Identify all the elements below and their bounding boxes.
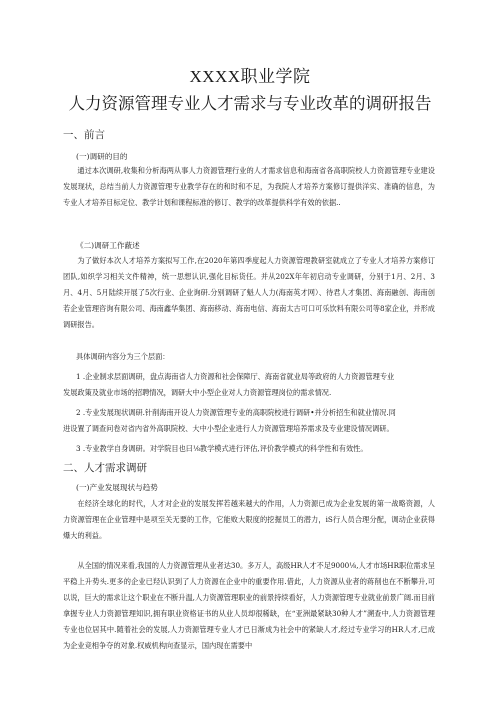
subheading-overview: 《二)调研工作蔽述 <box>76 241 140 250</box>
list-item-2-line-b: 进设置了调查问卷对省内省外高职院校、大中小型企业进行人力资源管理培养需求及专业建设情况调研。 <box>63 424 394 433</box>
list-item-2-line-a: 2 .专业发展现状调研.针削海南开设人力资源管理专业的高职院校进行调研•并分析招生和就业情况.同 <box>76 408 396 417</box>
list-item-1-line-b: 发展政策及就业市场的招聘情况，调研大中小型企业对人力资源管理岗位的需求情况. <box>63 388 332 397</box>
list-item-1-line-a: 1 .企业制求层面调研，盘点海南省人力资源和社会保障厅、海南省就业局等政府的人力资源管理专业 <box>76 372 395 381</box>
paragraph-national-situation: 从全国的情况来看,我国的人力资源管理从业者达30。多万人，高级HR人才不足9000⅛,人才市场HR职位需求呈平稳上升势头.更多的企业已羟认识到了人力资源在企业中的重要作用.借此，人力资源从业者的蒋削也在不断攀升,可以说，巨大的需求让这个职业在不断升温,人力资源管理职业的前景持续看好，人力资源管理专业就业前景广阔.而目前拿握专业人力资源管理知识,拥有职业资格证书的从业人员却很稀缺，在“亚洲最紧缺30种人才”溯查中,人力资源管理专业也位居其中.随着社会的发展,人力资源管理专业人才已日渐成为社会中的紧缺人才,经过专业学习的HR人才,已成为企业竞相争夺的对象.权威机构向查显示，国内现在需要中 <box>63 561 435 650</box>
section-heading-talent-demand: 二、人才需求调研 <box>63 462 147 474</box>
paragraph-purpose: 通过本次调研,收集和分析海两从事人力资源管理行业的人才需求信息和海南省各高职院校人力资源管理专业建设发展现状，总结当前人力资源管理专业教学存在的和时和不足，为我院人才培养方案修订提供洋实、准确的信息，为专业人才培养目标定位、教学计划和课程标准的修订、教学的改革提供科学有效的依据.. <box>63 166 435 207</box>
paragraph-content-intro: 具体调研内容分为三个层面： <box>76 352 170 361</box>
list-item-3: 3 .专业教学自身调研。对学院目也曰⅛教学模式进行评估,评价教学模式的科学性和有效性。 <box>76 444 368 453</box>
paragraph-overview: 为了做好本次人才培养方案拟写工作,在2020年第四季度起人力资源管理教研室就成立了专业人才培养方案修订团队,如织学习相关文件精神，统一思想认识,强化目标货任。并从202X年年初启动专业调研，分别于1月、2月、3月、4月、5月陆续开展了5次行业、企业询研.分别调研了魁人人力(海南英才网）、待君人才集团、海南融创、海南创若企业管理咨询有限公司、海南鑫华集团、海南移动、海南电信、海南太古可口可乐饮料有限公司等8家企业，并形成调研报告。 <box>63 256 435 329</box>
subheading-industry-trends: (一)产业发展现状与趋势 <box>76 483 158 492</box>
document-title-institution: XXXX职业学院 <box>189 67 311 86</box>
section-heading-preface: 一、前言 <box>63 129 105 141</box>
document-title-main: 人力资源管理专业人才需求与专业改革的调研报告 <box>68 94 432 113</box>
paragraph-industry-trends: 在经济全球化的时代，人才对企业的发展发挥若越来越大的作用，人力资源已成为企业发展的第一战略资源，人力资源管理在企业管理中是项至关无要的工作，它能败大限度的挖掘员工的潜力，iS行人员合理分配，调动企业获得爆大的利益。 <box>63 499 435 540</box>
subheading-purpose: (一)调研的目的 <box>76 152 128 161</box>
